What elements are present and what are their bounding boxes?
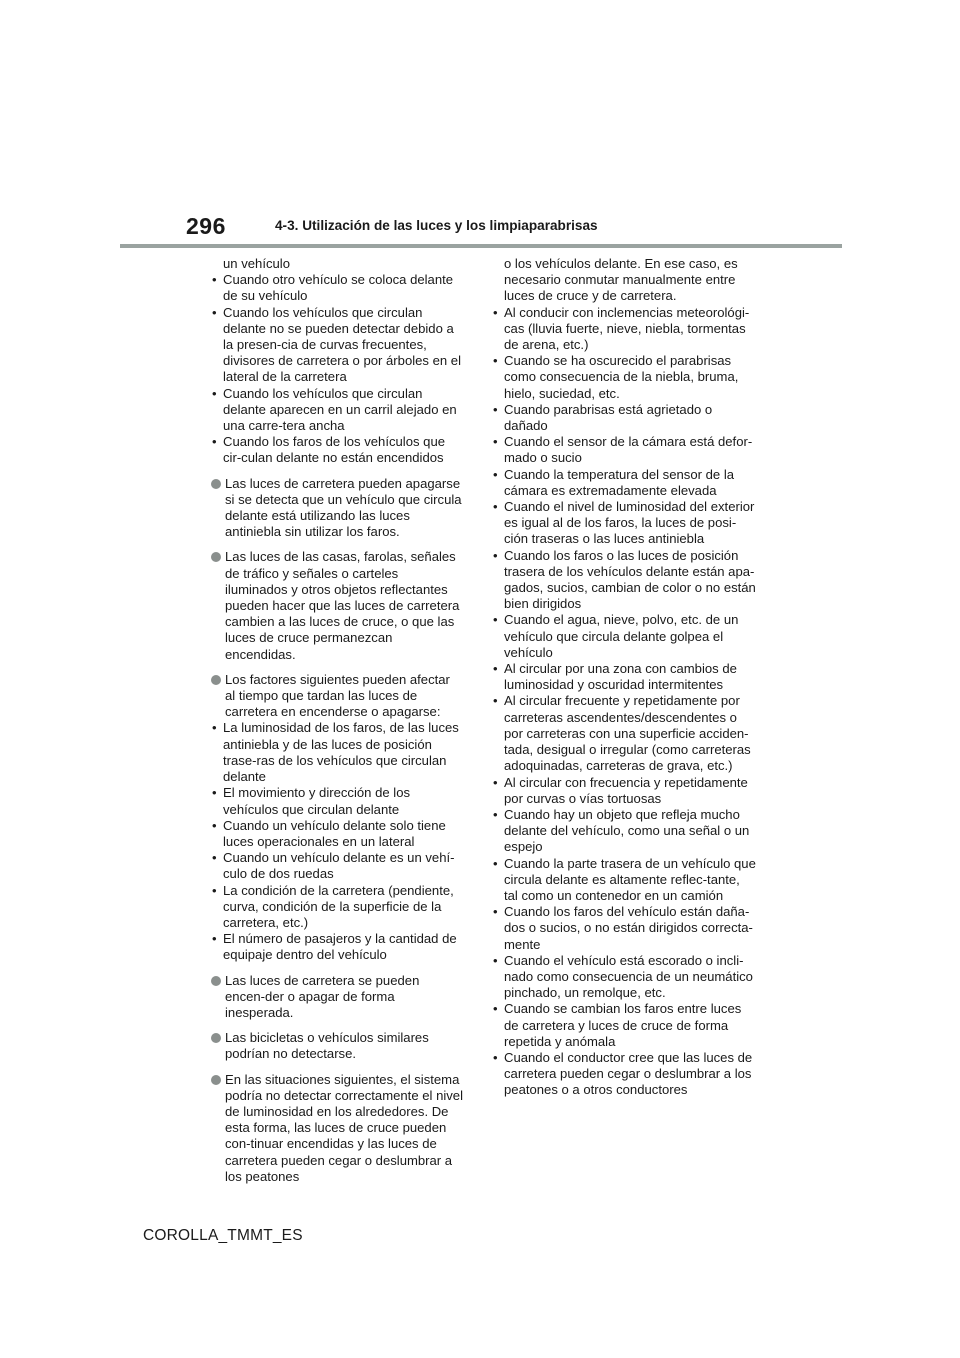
list-item-text: Al circular por una zona con cambios de luminosidad y oscuridad intermitentes: [504, 661, 737, 693]
list-item: [492, 402, 756, 434]
bullet-marker: •: [493, 434, 498, 450]
list-item-text: Cuando los vehículos que circulan delante no se pueden detectar debido a la presen-cia de curvas frecuentes, divisores de carretera o por árboles en el lateral de la carretera: [223, 304, 461, 385]
bullet-marker: •: [212, 882, 217, 898]
bullet-marker: •: [493, 466, 498, 482]
bullet-marker: •: [493, 353, 498, 369]
list-item: [492, 807, 756, 856]
list-item: [492, 661, 756, 693]
list-item-text: Cuando se cambian los faros entre luces de carretera y luces de cruce de forma repetida y anómala: [504, 1001, 742, 1049]
list-item-text: Cuando la temperatura del sensor de la cámara es extremadamente elevada: [504, 466, 735, 498]
bullet-marker: •: [493, 661, 498, 677]
sub-bullet-list: [211, 720, 463, 963]
section-title: 4-3. Utilización de las luces y los limpiaparabrisas: [275, 218, 598, 233]
list-item-text: Al circular con frecuencia y repetidamente por curvas o vías tortuosas: [504, 774, 748, 806]
list-item: [211, 305, 463, 386]
list-item-text: Cuando los faros del vehículo están daña-dos o sucios, o no están dirigidos correcta-mente: [504, 904, 753, 952]
bullet-marker: •: [493, 499, 498, 515]
list-item: [492, 775, 756, 807]
list-item-text: Cuando el nivel de luminosidad del exterior es igual al de los faros, la luces de posi-ción traseras o las luces antiniebla: [504, 499, 755, 547]
bullet-marker: •: [493, 806, 498, 822]
list-item-text: Cuando los vehículos que circulan delante aparecen en un carril alejado en una carre-tera ancha: [223, 385, 457, 434]
bullet-marker: •: [212, 304, 217, 320]
list-item-text: Cuando los faros de los vehículos que cir-culan delante no están encendidos: [223, 434, 446, 466]
bullet-marker: •: [212, 850, 217, 866]
bullet-marker: •: [212, 720, 217, 736]
list-item: [492, 467, 756, 499]
list-item: [211, 883, 463, 932]
left-column: [211, 256, 463, 1185]
list-item: [492, 856, 756, 905]
paragraph-text: Las bicicletas o vehículos similares podrían no detectarse.: [225, 1030, 429, 1062]
list-item: [492, 434, 756, 466]
paragraph: [211, 973, 463, 1022]
list-item: [492, 548, 756, 613]
bullet-marker: •: [493, 693, 498, 709]
list-item-text: Cuando un vehículo delante es un vehí-culo de dos ruedas: [223, 850, 455, 882]
paragraph-bullet-icon: [211, 1033, 221, 1043]
paragraph-bullet-icon: [211, 479, 221, 489]
paragraph-text: Las luces de las casas, farolas, señales de tráfico y señales o carteles iluminados y otros objetos reflectantes pueden hacer que las luces de carretera cambien a las luces de cruce, o que las luces de cruce permanezcan encendidas.: [225, 549, 460, 662]
bullet-marker: •: [212, 272, 217, 288]
list-item-text: Al conducir con inclemencias meteorológi-cas (lluvia fuerte, nieve, niebla, tormentas de arena, etc.): [504, 304, 750, 353]
list-item: [492, 953, 756, 1002]
list-item-text: Cuando el vehículo está escorado o incli-nado como consecuencia de un neumático pinchado, un remolque, etc.: [504, 952, 753, 1001]
paragraph: [211, 549, 463, 662]
list-item: [211, 720, 463, 785]
paragraph-bullet-icon: [211, 552, 221, 562]
list-item-text: Cuando la parte trasera de un vehículo que circula delante es altamente reflec-tante, tal como un contenedor en un camión: [504, 855, 756, 903]
paragraph-list: [211, 476, 463, 1185]
bullet-marker: •: [493, 401, 498, 417]
list-item: [211, 272, 463, 304]
bullet-marker: •: [493, 774, 498, 790]
bullet-marker: •: [493, 1001, 498, 1017]
bullet-marker: •: [493, 547, 498, 563]
list-item-text: La condición de la carretera (pendiente, curva, condición de la superficie de la carretera, etc.): [223, 882, 454, 930]
paragraph-text: Las luces de carretera se pueden encen-der o apagar de forma inesperada.: [225, 972, 420, 1020]
list-item: [492, 904, 756, 953]
continuation-text: o los vehículos delante. En ese caso, es necesario conmutar manualmente entre luces de cruce y de carretera.: [504, 256, 738, 304]
list-item: [211, 818, 463, 850]
bullet-marker: •: [212, 817, 217, 833]
right-column: [492, 256, 756, 1099]
bullet-marker: •: [493, 304, 498, 320]
intro-bullet-list: [211, 272, 463, 466]
list-item-text: El número de pasajeros y la cantidad de equipaje dentro del vehículo: [223, 931, 457, 963]
paragraph-text: En las situaciones siguientes, el sistema podría no detectar correctamente el nivel de luminosidad en los alrededores. De esta forma, las luces de cruce pueden con-tinuar encendidas y las luces de carretera pueden cegar o deslumbrar a los peatones: [225, 1071, 464, 1184]
list-item-text: Cuando los faros o las luces de posición trasera de los vehículos delante están apa-gados, sucios, cambian de color o no están bien dirigidos: [504, 547, 756, 612]
document-code: COROLLA_TMMT_ES: [143, 1227, 303, 1244]
condition-bullet-list: [492, 305, 756, 1099]
list-item: [492, 499, 756, 548]
list-item-text: Cuando otro vehículo se coloca delante de su vehículo: [223, 272, 454, 304]
bullet-marker: •: [212, 785, 217, 801]
paragraph-bullet-icon: [211, 675, 221, 685]
list-item-text: Cuando hay un objeto que refleja mucho delante del vehículo, como una señal o un espejo: [504, 806, 750, 855]
list-item-text: Cuando el sensor de la cámara está defor-mado o sucio: [504, 434, 753, 466]
list-item: [492, 1050, 756, 1099]
list-item: [211, 434, 463, 466]
page-number: 296: [186, 213, 226, 239]
bullet-marker: •: [493, 1049, 498, 1065]
paragraph-text: Los factores siguientes pueden afectar al tiempo que tardan las luces de carretera en encenderse o apagarse:: [225, 671, 450, 720]
list-item-text: Al circular frecuente y repetidamente por carreteras ascendentes/descendentes o por carreteras con una superficie acciden-tada, desigual o irregular (como carreteras adoquinadas, carreteras de grava, etc.): [504, 693, 751, 774]
bullet-marker: •: [212, 931, 217, 947]
list-item-text: Cuando se ha oscurecido el parabrisas como consecuencia de la niebla, bruma, hielo, suciedad, etc.: [504, 353, 739, 401]
paragraph-bullet-icon: [211, 976, 221, 986]
list-item: [492, 353, 756, 402]
list-item-text: Cuando el conductor cree que las luces de carretera pueden cegar o deslumbrar a los peatones o a otros conductores: [504, 1049, 753, 1098]
bullet-marker: •: [212, 385, 217, 401]
paragraph: [211, 1030, 463, 1062]
page-header: [0, 0, 960, 250]
list-item-text: Cuando el agua, nieve, polvo, etc. de un vehículo que circula delante golpea el vehículo: [504, 612, 739, 660]
paragraph-bullet-icon: [211, 1075, 221, 1085]
header-divider: [120, 244, 842, 248]
paragraph-text: Las luces de carretera pueden apagarse si se detecta que un vehículo que circula delante está utilizando las luces antiniebla sin utilizar los faros.: [225, 475, 462, 540]
list-item: [211, 931, 463, 963]
list-item: [492, 612, 756, 661]
bullet-marker: •: [493, 612, 498, 628]
list-item-text: La luminosidad de los faros, de las luces antiniebla y de las luces de posición trase-ras de los vehículos que circulan delante: [223, 720, 459, 785]
paragraph: [211, 476, 463, 541]
bullet-marker: •: [493, 952, 498, 968]
list-item-text: El movimiento y dirección de los vehículos que circulan delante: [223, 785, 411, 817]
bullet-marker: •: [493, 855, 498, 871]
list-item-text: Cuando un vehículo delante solo tiene luces operacionales en un lateral: [223, 817, 446, 849]
list-item: [211, 386, 463, 435]
list-item: [492, 305, 756, 354]
continuation-text: un vehículo: [223, 256, 290, 271]
list-item: [492, 693, 756, 774]
list-item: [211, 785, 463, 817]
bullet-marker: •: [493, 904, 498, 920]
list-item-text: Cuando parabrisas está agrietado o dañado: [504, 401, 713, 434]
list-item: [211, 850, 463, 882]
paragraph: [211, 672, 463, 964]
paragraph: [211, 1072, 463, 1185]
bullet-marker: •: [212, 434, 217, 450]
list-item: [492, 1001, 756, 1050]
